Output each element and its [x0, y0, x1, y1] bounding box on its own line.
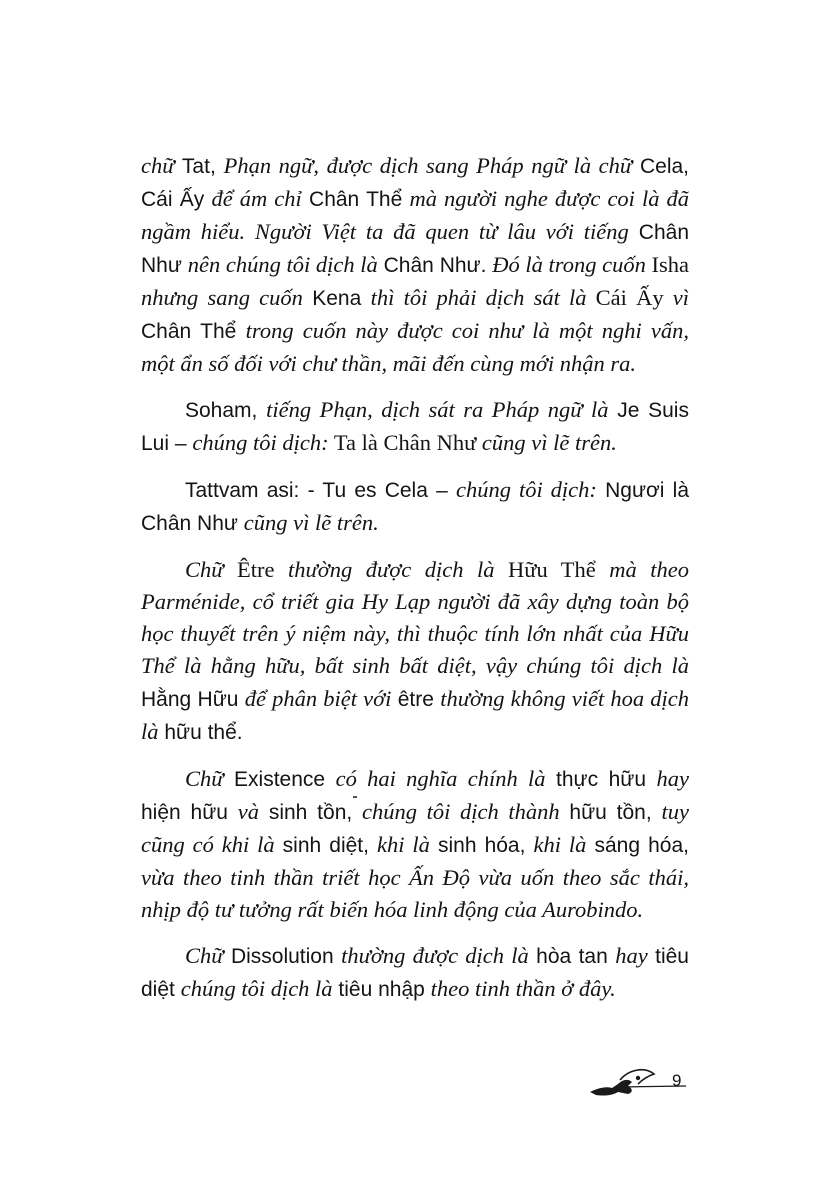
text-run: sáng hóa,	[586, 834, 689, 857]
text-run: chữ	[141, 153, 175, 178]
text-run: Cela, Cái Ấy	[141, 155, 690, 211]
text-run: Être	[223, 557, 288, 582]
paragraph-1	[141, 150, 689, 380]
text-run: hay	[615, 943, 648, 968]
text-run: chúng tôi dịch thành	[362, 799, 560, 824]
text-run: mà theo Parménide, cổ triết gia Hy Lạp người đã xây dựng toàn bộ học thuyết trên ý niệm này, thì thuộc tính lớn nhất của Hữu Thể là hằng hữu, bất sinh bất diệt, vậy chúng tôi dịch là	[141, 557, 689, 678]
text-run: mà người nghe được coi là đã ngầm hiểu. Người Việt ta đã quen từ lâu với tiếng	[141, 186, 689, 244]
text-run: và	[237, 799, 260, 824]
text-run: Kena	[302, 287, 371, 310]
text-run: thường được dịch là	[288, 557, 495, 582]
text-run: Chữ	[185, 943, 224, 968]
paragraph-3	[141, 474, 689, 540]
text-run: hiện hữu	[141, 801, 238, 824]
text-run: Soham,	[185, 399, 267, 422]
text-run: Dissolution	[223, 945, 342, 968]
text-run: chúng tôi dịch:	[192, 430, 329, 455]
text-run: Chân Như	[141, 221, 689, 277]
page-number: 9	[672, 1071, 682, 1090]
text-run: vừa theo tinh thần triết học Ấn Độ vừa uốn theo sắc thái, nhịp độ tư tưởng rất biến hóa linh động của Aurobindo.	[141, 865, 689, 922]
text-run: hữu thể.	[158, 721, 243, 744]
text-run: Ngươi là Chân Như	[141, 479, 689, 535]
text-run: sinh hóa,	[429, 834, 534, 857]
text-run: nhưng sang cuốn	[141, 285, 303, 310]
text-run: nên chúng tôi dịch là	[187, 252, 378, 277]
text-run: thực hữu	[545, 768, 657, 791]
text-run: sinh diệt,	[274, 834, 378, 857]
text-run: Tattvam asi: - Tu es Cela –	[185, 479, 456, 502]
text-run: vì	[672, 285, 689, 310]
text-run: để phân biệt với	[244, 686, 392, 711]
text-run: Ta là Chân Như	[328, 430, 482, 455]
text-run: être	[391, 688, 441, 711]
text-run: Chân Thể	[141, 320, 246, 343]
paragraph-2	[141, 394, 689, 460]
text-run: tuy cũng có khi là	[141, 799, 689, 857]
stray-mark	[353, 796, 357, 798]
text-run: Phạn ngữ, được dịch sang Pháp ngữ là	[223, 153, 592, 178]
text-run: hay	[656, 766, 689, 791]
text-run: Existence	[223, 768, 336, 791]
text-run: Hằng Hữu	[141, 688, 245, 711]
text-run: thường không viết hoa dịch là	[141, 686, 689, 744]
text-run: Tat,	[174, 155, 224, 178]
text-run: sinh tồn,	[259, 801, 363, 824]
body-text	[141, 150, 689, 1020]
text-run: Đó là trong cuốn	[492, 252, 646, 277]
text-run: theo tinh thần ở đây.	[430, 976, 616, 1001]
text-run: hòa tan	[528, 945, 616, 968]
paragraph-6	[141, 940, 689, 1006]
text-run: Isha	[645, 252, 689, 277]
text-run: chúng tôi dịch:	[455, 477, 597, 502]
text-run: thường được dịch là	[341, 943, 529, 968]
text-run: Chữ	[185, 766, 224, 791]
text-run: thì tôi phải dịch sát là	[370, 285, 587, 310]
text-run: Chân Như.	[377, 254, 493, 277]
text-run: khi là	[533, 832, 587, 857]
paragraph-4	[141, 554, 689, 749]
text-run: cũng vì lẽ trên.	[481, 430, 617, 455]
paragraph-5	[141, 763, 689, 926]
text-run: có hai nghĩa chính là	[335, 766, 546, 791]
text-run: Chữ	[185, 557, 224, 582]
text-run: khi là	[377, 832, 430, 857]
text-run: tiêu diệt	[141, 945, 689, 1001]
text-run: để ám chỉ	[211, 186, 302, 211]
text-run: Hữu Thể	[494, 557, 610, 582]
text-run: chúng tôi dịch là	[180, 976, 333, 1001]
text-run: Cái Ấy	[586, 285, 673, 310]
text-run: Chân Thể	[301, 188, 410, 211]
text-run: hữu tồn,	[559, 801, 662, 824]
text-run: Je Suis Lui –	[141, 399, 689, 455]
text-run: tiêu nhập	[332, 978, 431, 1001]
text-run: tiếng Phạn, dịch sát ra Pháp ngữ là	[266, 397, 609, 422]
text-run: chữ	[591, 153, 633, 178]
text-run: trong cuốn này được coi như là một nghi vấn, một ẩn số đối với chư thần, mãi đến cùng mới nhận ra.	[141, 318, 689, 376]
text-run: cũng vì lẽ trên.	[243, 510, 379, 535]
